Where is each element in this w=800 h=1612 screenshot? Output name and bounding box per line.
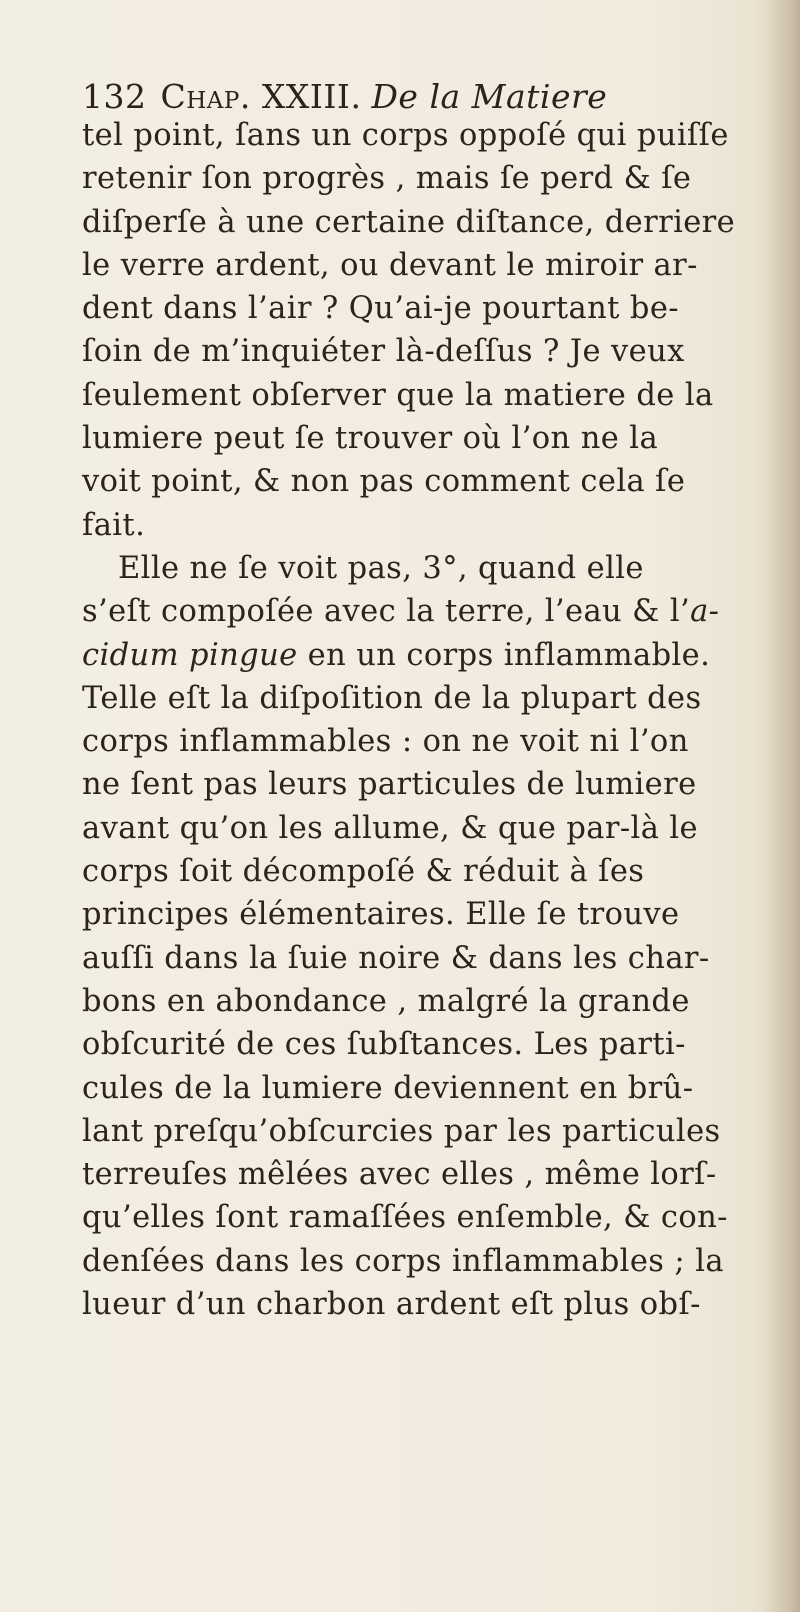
text-line [82,937,782,980]
text-line [82,374,782,417]
text-line [82,590,782,633]
text-segment: en un corps inflammable. [297,637,711,673]
italic-segment: a- [690,594,720,630]
text-segment: ſeulement obſerver que la matiere de la [82,377,714,413]
text-line [82,677,782,720]
text-segment: cules de la lumiere deviennent en brû- [82,1070,694,1106]
text-line [82,893,782,936]
text-line [82,157,782,200]
text-segment: voit point, & non pas comment cela ſe [82,464,686,500]
italic-segment: cidum pingue [82,637,298,673]
text-line [82,1196,782,1239]
text-segment: corps inflammables : on ne voit ni l’on [82,724,689,760]
text-segment: dent dans l’air ? Qu’ai-je pourtant be- [82,291,679,327]
text-line [82,460,782,503]
page-number: 132 [82,77,147,116]
text-line [82,504,782,547]
text-segment: tel point, ſans un corps oppoſé qui puiſſe [82,118,729,153]
text-segment: principes élémentaires. Elle ſe trouve [82,897,680,933]
text-line [82,1110,782,1153]
text-line [82,720,782,763]
chapter-label: Chap. XXIII. [160,77,362,116]
text-line [82,1240,782,1283]
text-segment: qu’elles ſont ramaſſées enſemble, & con- [82,1200,728,1236]
text-line [82,244,782,287]
text-segment: ne ſent pas leurs particules de lumiere [82,767,697,803]
text-segment: lumiere peut ſe trouver où l’on ne la [82,421,659,457]
text-segment: ſoin de m’inquiéter là-deſſus ? Je veux [82,334,685,370]
text-line [82,980,782,1023]
text-line [82,850,782,893]
body-text [82,114,782,1326]
text-segment: retenir ſon progrès , mais ſe perd & ſe [82,161,692,197]
text-line [82,1023,782,1066]
text-segment: Telle eſt la diſpoſition de la plupart des [82,680,702,716]
text-segment: avant qu’on les allume, & que par-là le [82,810,698,846]
text-segment: denſées dans les corps inflammables ; la [82,1243,724,1279]
text-segment: auſſi dans la ſuie noire & dans les char- [82,940,710,976]
text-segment: terreuſes mêlées avec elles , même lorſ- [82,1157,717,1193]
text-segment: Elle ne ſe voit pas, 3°, quand elle [118,550,644,586]
text-line [82,634,782,677]
text-line [82,1283,782,1326]
text-line [82,330,782,373]
text-segment: corps ſoit décompoſé & réduit à ſes [82,854,645,890]
text-line [82,807,782,850]
text-line [82,763,782,806]
text-segment: diſperſe à une certaine diſtance, derriere [82,204,736,240]
text-line [82,287,782,330]
text-segment: lueur d’un charbon ardent eſt plus obſ- [82,1287,701,1323]
text-segment: fait. [82,507,146,543]
text-line [82,417,782,460]
section-title: De la Matiere [371,77,608,116]
text-segment: bons en abondance , malgré la grande [82,983,690,1019]
text-line [82,114,782,157]
text-segment: s’eſt compoſée avec la terre, l’eau & l’ [82,594,691,630]
text-line [82,1067,782,1110]
text-segment: le verre ardent, ou devant le miroir ar- [82,247,698,283]
text-segment: lant preſqu’obſcurcies par les particules [82,1113,721,1149]
text-line [82,1153,782,1196]
text-line [82,201,782,244]
text-segment: obſcurité de ces ſubſtances. Les parti- [82,1027,686,1063]
text-line [82,547,782,590]
